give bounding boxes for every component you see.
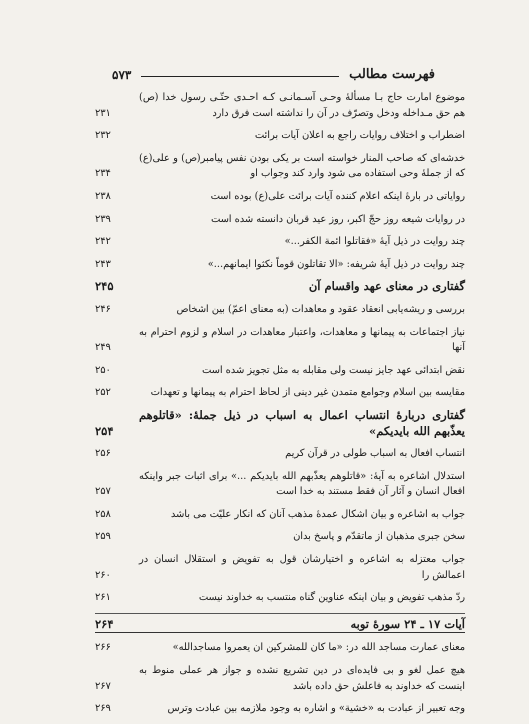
toc-entry-text: وجه تعبیر از عبادت به «خشیة» و اشاره به وجود ملازمه بین عبادت وترس (167, 703, 465, 715)
toc-entry (95, 90, 465, 121)
toc-entry (95, 151, 465, 182)
toc-entry-page-number: ۲۵۶ (95, 448, 111, 460)
toc-entry (95, 663, 465, 694)
toc-entry-text: آیات ۱۷ ـ ۲۴ سورهٔ توبه (350, 616, 465, 631)
toc-entry-page-number: ۲۶۱ (95, 592, 111, 604)
toc-entry-text: ردّ مذهب تفویض و بیان اینکه عناوین گناه منتسب به خداوند نیست (198, 592, 465, 604)
toc-entry-text: خدشه‌ای که صاحب المنار خواسته است بر یکی بودن نفس پیامبر(ص) و علی(ع) که از جملهٔ وحی استفاده می شود وارد کند وجواب او (139, 152, 465, 180)
toc-entry (95, 469, 465, 500)
toc-entry-page-number: ۲۳۲ (95, 130, 111, 142)
toc-entry-page-number: ۲۴۹ (95, 342, 111, 354)
toc-entry-page-number: ۲۳۴ (95, 168, 111, 180)
toc-entry (95, 613, 465, 634)
toc-entry-text: سخن جبری مذهبان از ماتقدّم و پاسخ بدان (293, 531, 465, 543)
toc-entry (95, 507, 465, 523)
toc-entry-page-number: ۲۵۲ (95, 387, 111, 399)
running-head (112, 60, 435, 82)
toc-entry-text: موضوع امارت حاج بـا مسألهٔ وحـی آسـمانـی کـه احـدی حتّـی رسول خدا (ص) هم حق مـداخله ودخل وتصرّف در آن را نداشته است فرق دارد (139, 92, 465, 119)
toc-entry-text: اضطراب و اختلاف روایات راجع به اعلان آیات برائت (254, 130, 465, 142)
toc-entry-page-number: ۲۳۱ (95, 107, 111, 119)
toc-entry-page-number: ۲۶۶ (95, 642, 111, 654)
toc-entry-page-number: ۲۶۷ (95, 680, 111, 692)
toc-entry-text: هیچ عمل لغو و بی فایده‌ای در دین تشریع نشده و جواز هر عملی منوط به اینست که خداوند به فاعلش حق داده باشد (139, 665, 465, 692)
toc-entry (95, 128, 465, 144)
toc-entry (95, 325, 465, 356)
toc-entry-page-number: ۲۶۴ (95, 616, 114, 631)
toc-entry-text: گفتاری دربارهٔ انتساب اعمال به اسباب در ذیل جملهٔ: «قاتلوهم یعذّبهم الله بایدیکم» (139, 407, 465, 438)
toc-entry (95, 552, 465, 583)
toc-entry-page-number: ۲۴۶ (95, 303, 111, 315)
toc-entry (95, 257, 465, 273)
toc-entry (95, 529, 465, 545)
toc-entry (95, 640, 465, 656)
toc-entry-text: روایاتی در بارهٔ اینکه اعلام کننده آیات برائت علی(ع) بوده است (210, 190, 465, 202)
toc-entry-page-number: ۲۳۹ (95, 213, 111, 225)
table-of-contents (95, 90, 465, 724)
toc-entry-text: جواب به اشاعره و بیان اشکال عمدهٔ مذهب آنان که انکار علیّت می باشد (170, 508, 465, 520)
toc-entry-page-number: ۲۴۵ (95, 279, 114, 294)
toc-entry (95, 385, 465, 401)
toc-entry (95, 302, 465, 318)
toc-entry-page-number: ۲۶۰ (95, 569, 111, 581)
toc-entry (95, 279, 465, 295)
toc-entry (95, 212, 465, 228)
toc-entry-page-number: ۲۶۹ (95, 703, 111, 715)
toc-entry-page-number: ۲۳۸ (95, 190, 111, 202)
toc-entry (95, 363, 465, 379)
toc-entry-page-number: ۲۵۹ (95, 531, 111, 543)
toc-entry (95, 234, 465, 250)
toc-entry-page-number: ۲۴۲ (95, 236, 111, 248)
toc-entry (95, 701, 465, 717)
toc-entry-text: نقض ابتدائی عهد جایز نیست ولی مقابله به مثل تجویز شده است (202, 364, 465, 376)
toc-entry-page-number: ۲۵۷ (95, 486, 111, 498)
page-number: ۵۷۳ (112, 68, 132, 82)
toc-entry-text: گفتاری در معنای عهد واقسام آن (308, 279, 465, 294)
toc-entry-text: جواب معتزله به اشاعره و اختیارشان قول به تفویض و استقلال انسان در اعمالش را (139, 554, 465, 581)
toc-entry-page-number: ۲۴۳ (95, 258, 111, 270)
toc-entry (95, 408, 465, 439)
toc-entry-page-number: ۲۵۴ (95, 423, 114, 438)
toc-entry-page-number: ۲۵۰ (95, 364, 111, 376)
toc-entry-text: نیاز اجتماعات به پیمانها و معاهدات، واعتبار معاهدات در اسلام و لزوم احترام به آنها (139, 326, 465, 354)
running-head-rule (141, 76, 339, 77)
toc-entry-text: بررسی و ریشه‌یابی انعقاد عقود و معاهدات (به معنای اعمّ) بین اشخاص (176, 303, 465, 315)
running-head-title: فهرست مطالب (349, 67, 435, 82)
toc-entry-page-number: ۲۵۸ (95, 508, 111, 520)
toc-entry-text: چند روایت در ذیل آیهٔ شریفه: «الا تقاتلون قوماً نکثوا ایمانهم...» (207, 258, 465, 270)
toc-entry-text: استدلال اشاعره به آیهٔ: «قاتلوهم یعذّبهم الله بایدیکم ...» برای اثبات جبر واینکه افعال انسان و آثار آن فقط مستند به خدا است (139, 470, 465, 498)
toc-entry (95, 189, 465, 205)
toc-entry-text: در روایات شیعه روز حجّ اکبر، روز عید قربان دانسته شده است (210, 213, 465, 225)
toc-entry-text: معنای عمارت مساجد الله در: «ما کان للمشرکین ان یعمروا مساجدالله» (172, 642, 465, 654)
toc-entry-text: انتساب افعال به اسباب طولی در قرآن کریم (285, 448, 465, 460)
toc-entry-text: چند روایت در ذیل آیهٔ «فقاتلوا ائمة الکفر...» (284, 236, 465, 248)
toc-entry-text: مقایسه بین اسلام وجوامع متمدن غیر دینی از لحاظ احترام به پیمانها و تعهدات (150, 387, 465, 399)
toc-entry (95, 590, 465, 606)
toc-entry (95, 446, 465, 462)
